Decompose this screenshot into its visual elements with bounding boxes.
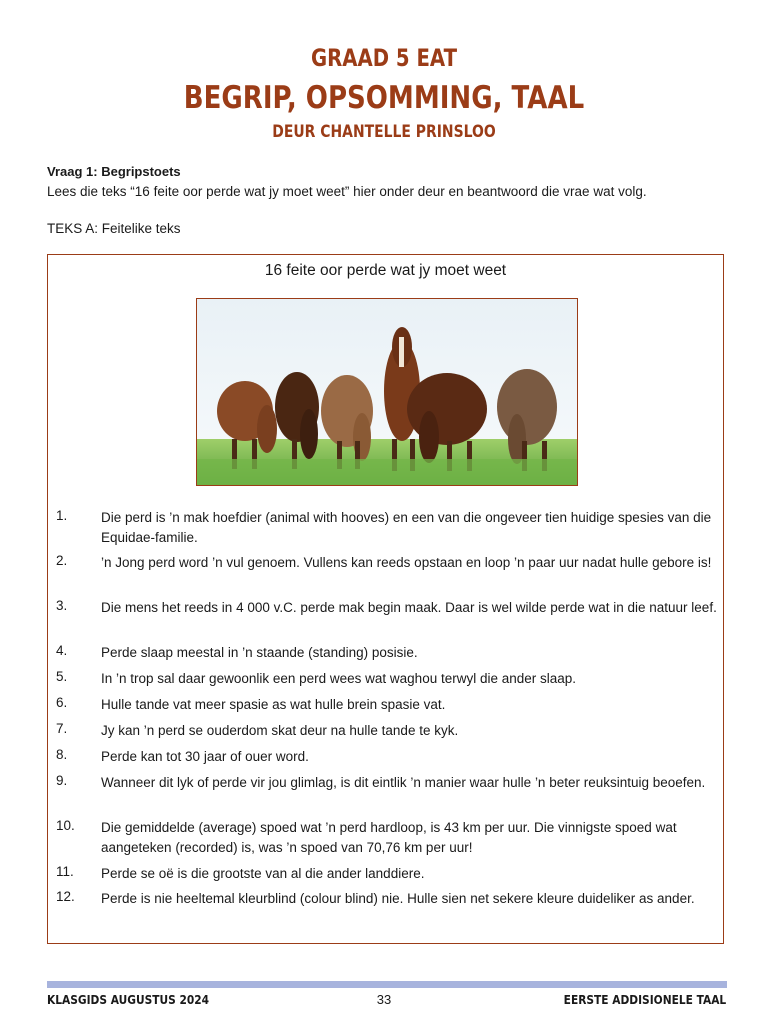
fact-number: 5. — [56, 669, 68, 684]
fact-text: In ’n trop sal daar gewoonlik een perd wees wat waghou terwyl die ander slaap. — [101, 671, 577, 686]
fact-text: Die gemiddelde (average) spoed wat ’n perd hardloop, is 43 km per uur. Die vinnigste spoed wat aangeteken (recorded) is, was ’n spoed van 70,76 km per uur! — [101, 820, 677, 855]
fact-number: 11. — [56, 864, 74, 879]
question-heading: Vraag 1: Begripstoets — [47, 164, 181, 179]
page-title: BEGRIP, OPSOMMING, TAAL — [183, 80, 585, 116]
text-box-title: 16 feite oor perde wat jy moet weet — [264, 262, 507, 279]
fact-number: 1. — [56, 508, 68, 523]
fact-text: Jy kan ’n perd se ouderdom skat deur na hulle tande te kyk. — [101, 723, 459, 738]
fact-text: Wanneer dit lyk of perde vir jou glimlag, is dit eintlik ’n manier waar hulle ’n beter reuksintuig beoefen. — [101, 775, 706, 790]
fact-text: Die perd is ’n mak hoefdier (animal with hooves) en een van die ongeveer tien huidige spesies van die Equidae-familie. — [101, 510, 712, 545]
fact-number: 7. — [56, 721, 68, 736]
fact-number: 8. — [56, 747, 68, 762]
author-line: DEUR CHANTELLE PRINSLOO — [272, 122, 496, 142]
question-intro: Lees die teks “16 feite oor perde wat jy moet weet” hier onder deur en beantwoord die vrae wat volg. — [47, 184, 647, 199]
fact-text: Perde kan tot 30 jaar of ouer word. — [101, 749, 309, 764]
fact-number: 3. — [56, 598, 68, 613]
footer-divider — [47, 981, 727, 988]
fact-text: ’n Jong perd word ’n vul genoem. Vullens kan reeds opstaan en loop ’n paar uur nadat hulle gebore is! — [101, 555, 712, 570]
fact-text: Perde is nie heeltemal kleurblind (colour blind) nie. Hulle sien net sekere kleure duideliker as ander. — [101, 891, 695, 906]
fact-text: Perde se oë is die grootste van al die ander landdiere. — [101, 866, 425, 881]
footer-guide-label: KLASGIDS AUGUSTUS 2024 — [47, 992, 210, 1007]
horses-photo — [196, 298, 578, 486]
fact-text: Hulle tande vat meer spasie as wat hulle brein spasie vat. — [101, 697, 446, 712]
footer-subject-label: EERSTE ADDISIONELE TAAL — [563, 992, 726, 1007]
fact-number: 2. — [56, 553, 68, 568]
fact-text: Perde slaap meestal in ’n staande (standing) posisie. — [101, 645, 418, 660]
fact-number: 9. — [56, 773, 68, 788]
fact-number: 10. — [56, 818, 75, 833]
horses-photo-icon — [197, 299, 577, 485]
fact-text: Die mens het reeds in 4 000 v.C. perde mak begin maak. Daar is wel wilde perde wat in die natuur leef. — [101, 600, 717, 615]
fact-number: 6. — [56, 695, 68, 710]
text-box — [47, 254, 724, 944]
fact-number: 4. — [56, 643, 68, 658]
page-number: 33 — [376, 992, 392, 1007]
grade-heading: GRAAD 5 EAT — [310, 44, 458, 72]
text-label: TEKS A: Feitelike teks — [47, 221, 181, 236]
fact-number: 12. — [56, 889, 75, 904]
